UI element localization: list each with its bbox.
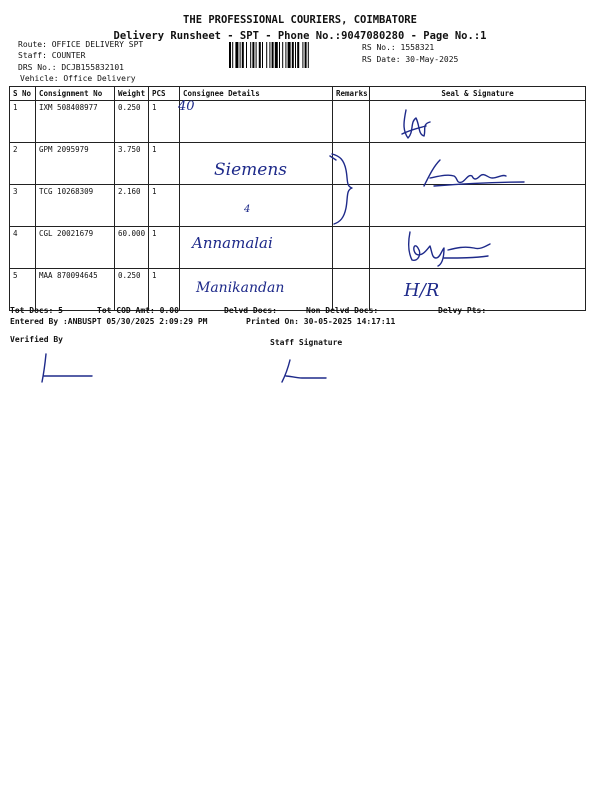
- table-row: [10, 101, 586, 143]
- cell-remarks: [333, 227, 370, 269]
- handwritten-row3-mark: 4: [244, 204, 251, 215]
- cell-consignment: IXM 508408977: [36, 101, 115, 143]
- handwritten-consignee-manikandan: Manikandan: [196, 280, 285, 296]
- cell-weight: 3.750: [115, 143, 149, 185]
- table-row: [10, 227, 586, 269]
- table-row: [10, 269, 586, 311]
- cell-pcs: 1: [149, 227, 180, 269]
- cell-sno: 4: [10, 227, 36, 269]
- cell-sno: 3: [10, 185, 36, 227]
- vehicle-label: Vehicle: Office Delivery: [20, 74, 136, 83]
- cell-sno: 2: [10, 143, 36, 185]
- cell-weight: 0.250: [115, 101, 149, 143]
- company-name: THE PROFESSIONAL COURIERS, COIMBATORE: [183, 14, 417, 26]
- col-remarks: Remarks: [333, 87, 370, 101]
- printed-on: Printed On: 30-05-2025 14:17:11: [246, 317, 396, 326]
- staff-signature-mark: [276, 356, 332, 386]
- cell-consignee: [180, 185, 333, 227]
- cell-consignment: GPM 2095979: [36, 143, 115, 185]
- cell-weight: 0.250: [115, 269, 149, 311]
- runsheet-table: [9, 86, 586, 311]
- cell-weight: 60.000: [115, 227, 149, 269]
- cell-sno: 5: [10, 269, 36, 311]
- cell-weight: 2.160: [115, 185, 149, 227]
- cell-consignment: MAA 870094645: [36, 269, 115, 311]
- col-seal: Seal & Signature: [370, 87, 586, 101]
- cell-consignment: CGL 20021679: [36, 227, 115, 269]
- table-row: [10, 185, 586, 227]
- cell-remarks: [333, 185, 370, 227]
- runsheet-title: Delivery Runsheet - SPT - Phone No.:9047080280 - Page No.:1: [113, 30, 487, 42]
- cell-pcs: 1: [149, 185, 180, 227]
- verified-by-signature: [36, 350, 96, 386]
- handwritten-row1-note: 40: [178, 99, 195, 114]
- staff-signature-label: Staff Signature: [270, 338, 343, 347]
- rs-number: RS No.: 1558321: [362, 43, 435, 52]
- table-header-row: [10, 87, 586, 101]
- cell-seal: [370, 101, 586, 143]
- tot-docs: Tot Docs: 5: [10, 306, 63, 315]
- handwritten-consignee-siemens: Siemens: [214, 160, 287, 180]
- cell-seal: [370, 185, 586, 227]
- cell-pcs: 1: [149, 269, 180, 311]
- route-label: Route: OFFICE DELIVERY SPT: [18, 40, 144, 49]
- delivered-docs: Delvd Docs:: [224, 306, 277, 315]
- handwritten-consignee-annamalai: Annamalai: [192, 234, 273, 252]
- cell-remarks: [333, 269, 370, 311]
- rs-date: RS Date: 30-May-2025: [362, 55, 459, 64]
- cell-pcs: 1: [149, 101, 180, 143]
- non-delivered-docs: Non Delvd Docs:: [306, 306, 379, 315]
- cell-seal: [370, 227, 586, 269]
- entered-by: Entered By :ANBUSPT 05/30/2025 2:09:29 PM: [10, 317, 208, 326]
- cell-seal: [370, 269, 586, 311]
- col-consignment: Consignment No: [36, 87, 115, 101]
- tot-cod-amount: Tot COD Amt: 0.00: [97, 306, 179, 315]
- cell-pcs: 1: [149, 143, 180, 185]
- drs-number: DRS No.: DCJB155832101: [18, 63, 124, 72]
- col-weight: Weight: [115, 87, 149, 101]
- col-pcs: PCS: [149, 87, 180, 101]
- staff-label: Staff: COUNTER: [18, 51, 86, 60]
- cell-consignee: [180, 101, 333, 143]
- col-consignee: Consignee Details: [180, 87, 333, 101]
- delivery-points: Delvy Pts:: [438, 306, 487, 315]
- cell-seal: [370, 143, 586, 185]
- cell-consignment: TCG 10268309: [36, 185, 115, 227]
- col-sno: S No: [10, 87, 36, 101]
- barcode: [228, 42, 354, 68]
- cell-remarks: [333, 101, 370, 143]
- cell-remarks: [333, 143, 370, 185]
- handwritten-seal-hr: H/R: [404, 280, 440, 301]
- cell-sno: 1: [10, 101, 36, 143]
- verified-by-label: Verified By: [10, 335, 63, 344]
- table-row: [10, 143, 586, 185]
